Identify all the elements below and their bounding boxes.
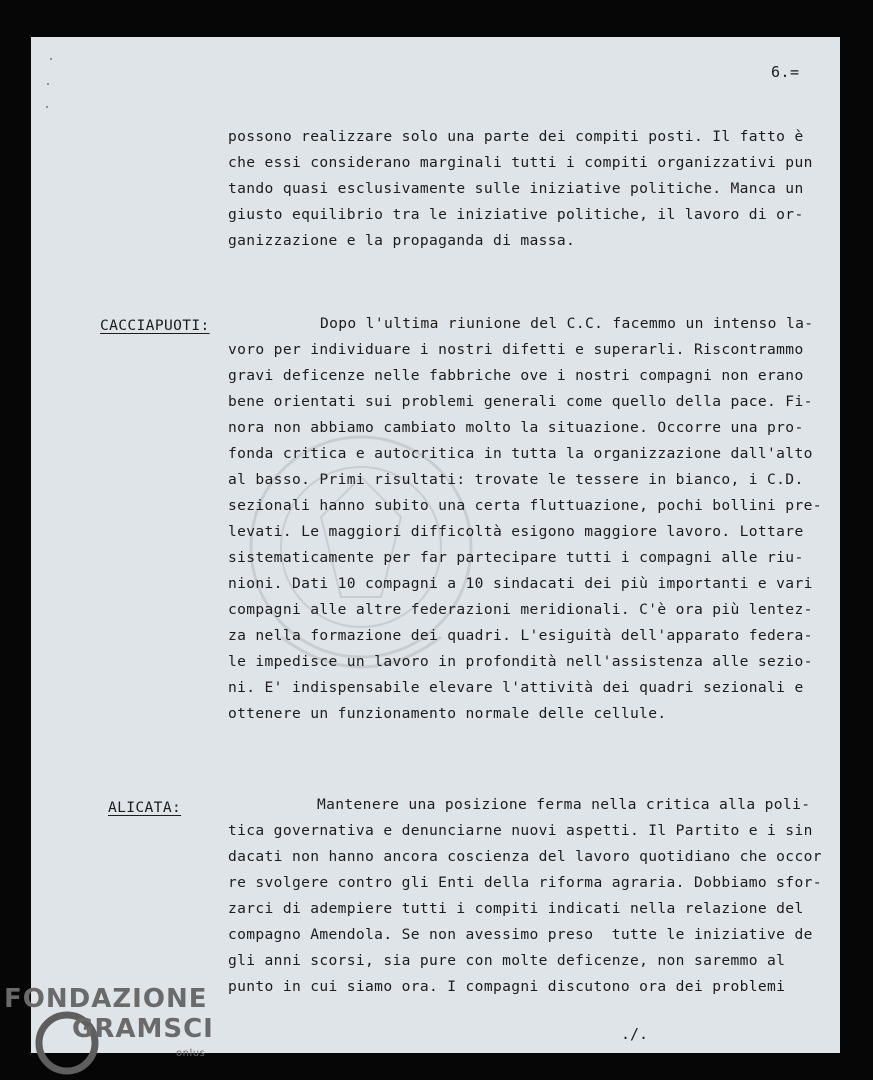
page-number: 6.=: [771, 63, 800, 81]
continuation-mark: ./.: [621, 1025, 649, 1043]
text-line: tando quasi esclusivamente sulle iniziative politiche. Manca un: [228, 180, 804, 197]
logo-text-line1: FONDAZIONE: [4, 984, 208, 1014]
text-line: nora non abbiamo cambiato molto la situazione. Occorre una pro-: [228, 419, 804, 436]
text-line: tica governativa e denunciarne nuovi aspetti. Il Partito e i sin: [228, 822, 813, 839]
punch-mark: [47, 83, 49, 85]
text-line: ottenere un funzionamento normale delle cellule.: [228, 705, 667, 722]
text-line: giusto equilibrio tra le iniziative politiche, il lavoro di or-: [228, 206, 804, 223]
text-line: compagni alle altre federazioni meridionali. C'è ora più lentez-: [228, 601, 813, 618]
text-line: dacati non hanno ancora coscienza del lavoro quotidiano che occor: [228, 848, 822, 865]
fondazione-gramsci-logo: [4, 984, 224, 1076]
text-line: levati. Le maggiori difficoltà esigono maggiore lavoro. Lottare: [228, 523, 804, 540]
text-line: sistematicamente per far partecipare tutti i compagni alle riu-: [228, 549, 804, 566]
text-line: compagno Amendola. Se non avessimo preso tutte le iniziative de: [228, 926, 813, 943]
text-line: fonda critica e autocritica in tutta la organizzazione dall'alto: [228, 445, 813, 462]
text-line: Mantenere una posizione ferma nella critica alla poli-: [317, 796, 811, 813]
punch-mark: [50, 58, 52, 60]
logo-text-line3: onlus: [176, 1048, 206, 1059]
text-line: ganizzazione e la propaganda di massa.: [228, 232, 576, 249]
text-line: sezionali hanno subito una certa fluttuazione, pochi bollini pre-: [228, 497, 822, 514]
text-line: gli anni scorsi, sia pure con molte deficenze, non saremmo al: [228, 952, 786, 969]
text-line: gravi deficenze nelle fabbriche ove i nostri compagni non erano: [228, 367, 804, 384]
text-line: re svolgere contro gli Enti della riforma agraria. Dobbiamo sfor-: [228, 874, 822, 891]
speaker-name: CACCIAPUOTI:: [100, 317, 210, 334]
text-line: zarci di adempiere tutti i compiti indicati nella relazione del: [228, 900, 804, 917]
text-line: possono realizzare solo una parte dei compiti posti. Il fatto è: [228, 128, 804, 145]
text-line: ni. E' indispensabile elevare l'attività dei quadri sezionali e: [228, 679, 804, 696]
text-line: za nella formazione dei quadri. L'esiguità dell'apparato federa-: [228, 627, 813, 644]
punch-mark: [46, 106, 48, 108]
text-line: al basso. Primi risultati: trovate le tessere in bianco, i C.D.: [228, 471, 804, 488]
text-line: Dopo l'ultima riunione del C.C. facemmo un intenso la-: [320, 315, 814, 332]
text-line: punto in cui siamo ora. I compagni discutono ora dei problemi: [228, 978, 786, 995]
document-page: [31, 37, 840, 1053]
logo-text-line2: GRAMSCI: [72, 1014, 214, 1044]
text-line: che essi considerano marginali tutti i compiti organizzativi pun: [228, 154, 813, 171]
text-line: nioni. Dati 10 compagni a 10 sindacati dei più importanti e vari: [228, 575, 813, 592]
speaker-name: ALICATA:: [108, 799, 182, 816]
text-line: le impedisce un lavoro in profondità nell'assistenza alle sezio-: [228, 653, 813, 670]
text-line: bene orientati sui problemi generali come quello della pace. Fi-: [228, 393, 813, 410]
text-line: voro per individuare i nostri difetti e superarli. Riscontrammo: [228, 341, 804, 358]
